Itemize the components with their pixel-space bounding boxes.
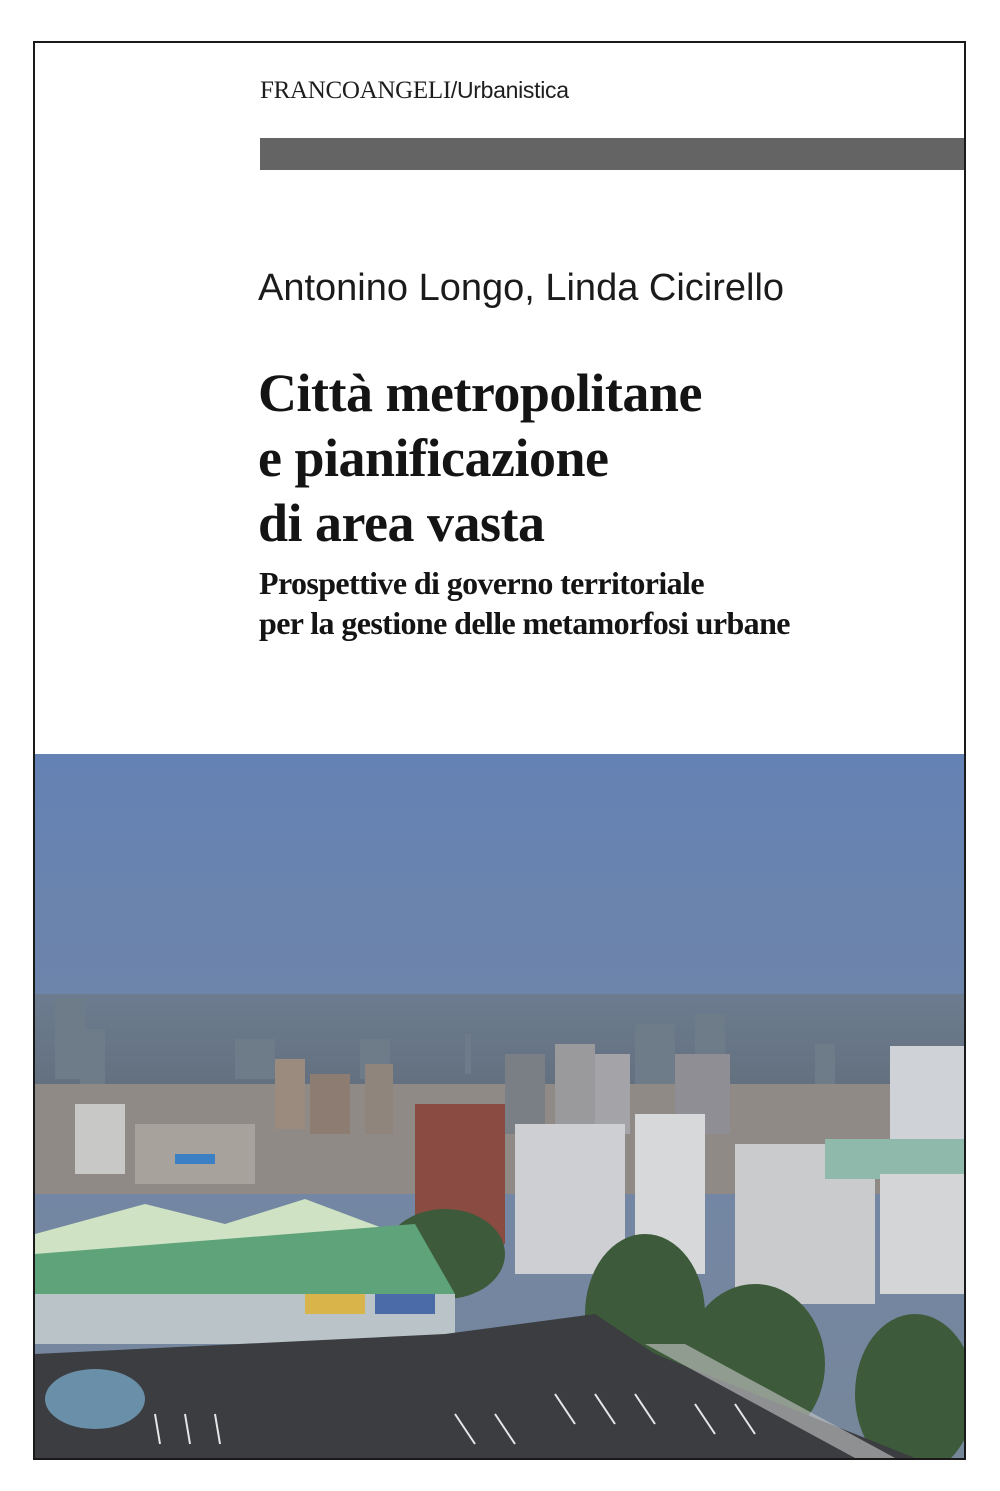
authors: Antonino Longo, Linda Cicirello: [258, 267, 785, 309]
book-cover: [33, 41, 966, 1460]
cityscape-image: [35, 754, 964, 1458]
subtitle-line: Prospettive di governo territoriale: [259, 565, 704, 601]
publisher-name: FRANCOANGELI: [260, 77, 451, 104]
decorative-bar: [260, 138, 966, 170]
series-label: [260, 77, 569, 105]
collection-name: Urbanistica: [456, 77, 569, 103]
book-subtitle: [259, 563, 790, 643]
series-separator: /: [450, 77, 457, 103]
subtitle-line: per la gestione delle metamorfosi urbane: [259, 605, 790, 641]
title-line: e pianificazione: [258, 428, 609, 488]
title-line: Città metropolitane: [258, 363, 702, 423]
cover-photo: [35, 754, 964, 1458]
book-title: [258, 361, 702, 556]
title-line: di area vasta: [258, 493, 545, 553]
